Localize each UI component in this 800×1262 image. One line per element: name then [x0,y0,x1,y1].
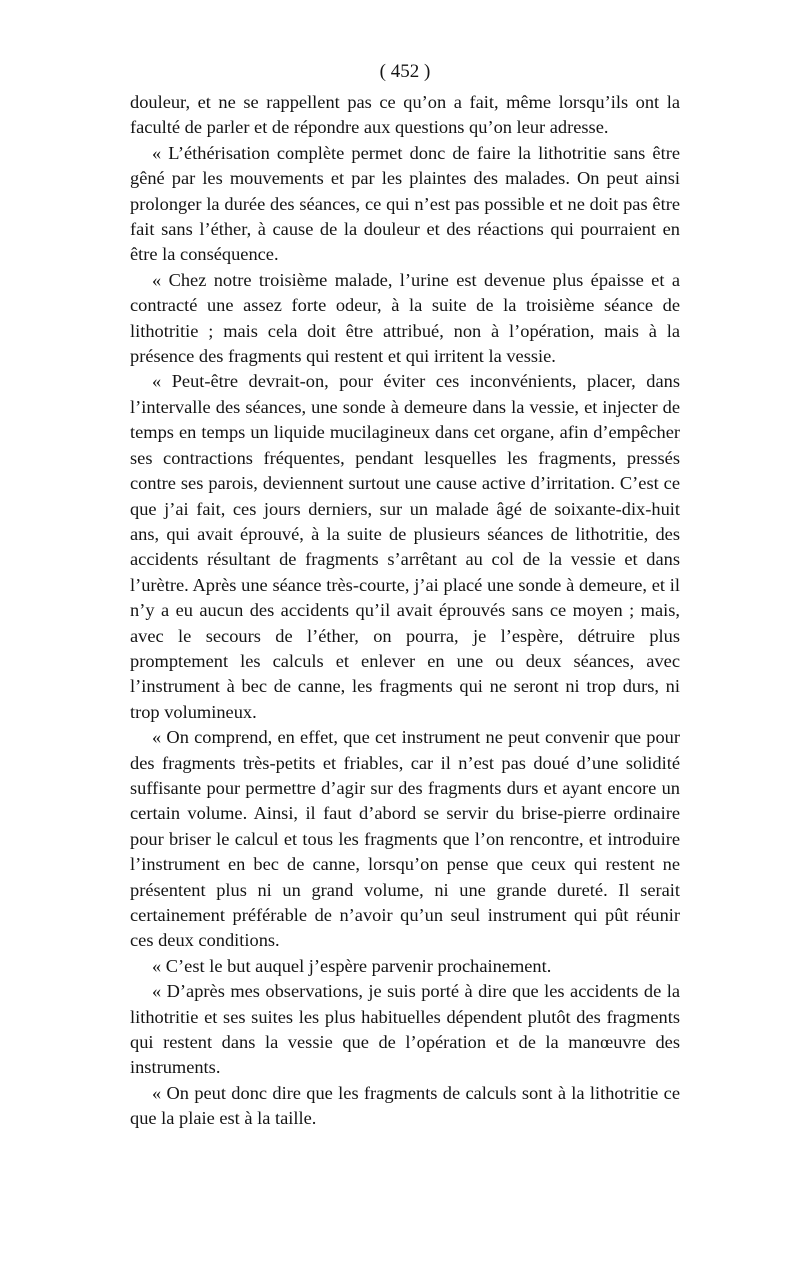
paragraph-third-patient: « Chez notre troisième malade, l’urine est devenue plus épaisse et a contracté une assez forte odeur, à la suite de la troisième séance de lithotritie ; mais cela doit être attribué, non à l’opération, mais à la présence des fragments qui restent et qui irritent la vessie. [130,269,680,367]
paragraph-goal: « C’est le but auquel j’espère parvenir prochainement. [152,955,552,976]
paragraph-etherisation: « L’éthérisation complète permet donc de faire la lithotritie sans être gêné par les mouvements et par les plaintes des malades. On peut ainsi prolonger la durée des séances, ce qui n’est pas possible et ne doit pas être fait sans l’éther, à cause de la douleur et des réactions qui pourraient en être la conséquence. [130,142,680,265]
paragraph-instrument: « On comprend, en effet, que cet instrument ne peut convenir que pour des fragments très-petits et friables, car il n’est pas doué d’une solidité suffisante pour permettre d’agir sur des fragments durs et ayant encore un certain volume. Ainsi, il faut d’abord se servir du brise-pierre ordinaire pour briser le calcul et tous les fragments que l’on rencontre, et introduire l’instrument en bec de canne, lorsqu’on pense que ceux qui restent ne présentent plus ni un grand volume, ni une grande dureté. Il serait certainement préférable de n’avoir qu’un seul instrument qui pût réunir ces deux conditions. [130,727,680,951]
book-page [130,60,680,1132]
paragraph-sonde-a-demeure: « Peut-être devrait-on, pour éviter ces inconvénients, placer, dans l’intervalle des séances, une sonde à demeure dans la vessie, et injecter de temps en temps un liquide mucilagineux dans cet organe, afin d’empêcher ses contractions fréquentes, pendant lesquelles les fragments, pressés contre ses parois, deviennent surtout une cause active d’irritation. C’est ce que j’ai fait, ces jours derniers, sur un malade âgé de soixante-dix-huit ans, qui avait éprouvé, à la suite de plusieurs séances de lithotritie, des accidents résultant de fragments s’arrêtant au col de la vessie et dans l’urètre. Après une séance très-courte, j’ai placé une sonde à demeure, et il n’y a eu aucun des accidents qu’il avait éprouvés sans ce moyen ; mais, avec le secours de l’éther, on pourra, je l’espère, détruire plus promptement les calculs et enlever en une ou deux séances, avec l’instrument à bec de canne, les fragments qui ne seront ni trop durs, ni trop volumineux. [130,371,680,722]
paragraph-continued: douleur, et ne se rappellent pas ce qu’on a fait, même lorsqu’ils ont la faculté de parler et de répondre aux questions qu’on leur adresse. [130,92,680,138]
paragraph-observations: « D’après mes observations, je suis porté à dire que les accidents de la lithotritie et ses suites les plus habituelles dépendent plutôt des fragments qui restent dans la vessie que de l’opération et de la manœuvre des instruments. [130,981,680,1078]
paragraph-conclusion: « On peut donc dire que les fragments de calculs sont à la lithotritie ce que la plaie est à la taille. [130,1082,680,1129]
page-number: ( 452 ) [379,61,431,82]
